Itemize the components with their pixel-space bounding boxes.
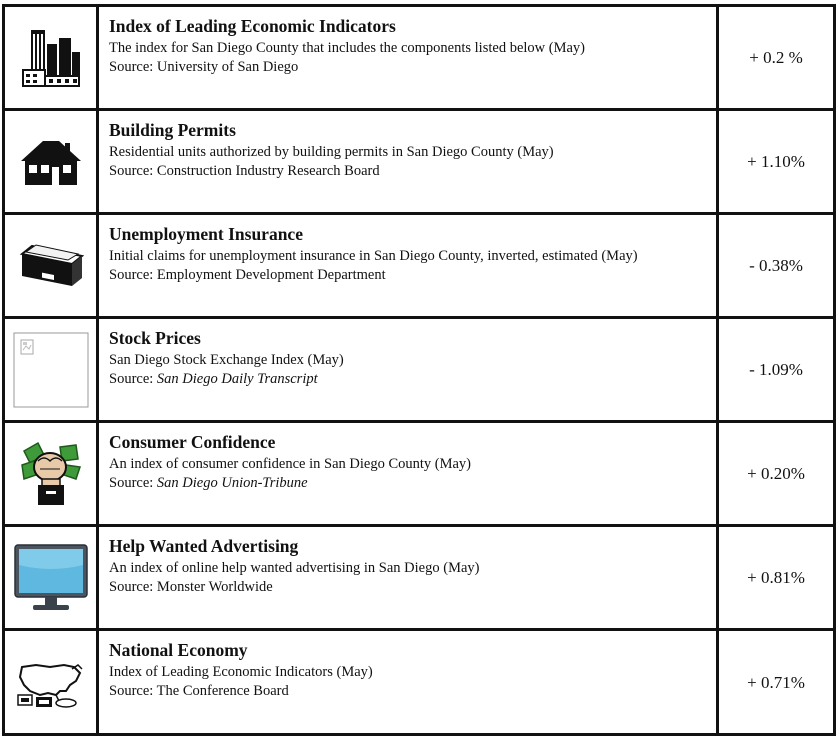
source-prefix: Source: [109, 475, 157, 491]
table-row [5, 111, 833, 215]
indicator-title: Unemployment Insurance [109, 224, 303, 244]
indicator-title: Stock Prices [109, 328, 201, 348]
source-prefix: Source: [109, 683, 157, 699]
indicator-text-cell [99, 319, 719, 420]
indicator-source [109, 682, 708, 701]
indicator-value: + 0.20% [747, 463, 805, 483]
indicator-source [109, 578, 708, 597]
indicator-source [109, 474, 708, 493]
indicator-description: Index of Leading Economic Indicators (May) [109, 664, 373, 680]
icon-cell [5, 423, 99, 524]
broken-image-icon [13, 332, 89, 408]
indicator-description: The index for San Diego County that includes the components listed below (May) [109, 40, 585, 56]
table-row [5, 319, 833, 423]
icon-cell [5, 527, 99, 628]
indicator-text-cell [99, 527, 719, 628]
indicator-title: Help Wanted Advertising [109, 536, 299, 556]
us-map-icon [16, 655, 86, 711]
source-prefix: Source: [109, 163, 157, 179]
house-icon [19, 137, 83, 187]
source-name: Employment Development Department [156, 267, 386, 283]
indicator-value: + 1.10% [747, 151, 805, 171]
indicator-value: - 0.38% [749, 255, 803, 275]
source-prefix: Source: [109, 59, 157, 75]
table-row [5, 631, 833, 735]
fist-money-icon [20, 441, 82, 507]
computer-monitor-icon [13, 543, 89, 613]
indicator-description: San Diego Stock Exchange Index (May) [109, 352, 344, 368]
icon-cell [5, 215, 99, 316]
indicator-value: - 1.09% [749, 359, 803, 379]
icon-cell [5, 7, 99, 108]
indicator-title: Building Permits [109, 120, 236, 140]
source-prefix: Source: [109, 371, 157, 387]
table-row [5, 423, 833, 527]
file-drawer-icon [18, 240, 84, 292]
city-buildings-icon [19, 26, 83, 90]
indicator-description: An index of consumer confidence in San Diego County (May) [109, 456, 472, 472]
indicator-value: + 0.2 % [749, 47, 803, 67]
source-name: Construction Industry Research Board [156, 163, 380, 179]
indicator-value: + 0.71% [747, 673, 805, 692]
indicator-source [109, 370, 708, 389]
indicator-text-cell [99, 215, 719, 316]
icon-cell [5, 111, 99, 212]
indicator-source [109, 58, 708, 77]
source-name: The Conference Board [156, 683, 289, 699]
indicator-text-cell [99, 111, 719, 212]
indicator-title: Index of Leading Economic Indicators [109, 16, 396, 36]
indicator-description: An index of online help wanted advertising in San Diego (May) [109, 560, 480, 576]
source-name: Monster Worldwide [156, 579, 273, 595]
indicator-value: + 0.81% [747, 567, 805, 587]
indicator-source [109, 162, 708, 181]
indicator-text-cell [99, 423, 719, 524]
table-row [5, 215, 833, 319]
indicator-text-cell [99, 7, 719, 108]
indicator-description: Initial claims for unemployment insurance in San Diego County, inverted, estimated (May) [109, 248, 638, 264]
table-row [5, 527, 833, 631]
icon-cell [5, 631, 99, 735]
indicators-table [2, 4, 836, 736]
source-name: University of San Diego [156, 59, 299, 75]
source-name: San Diego Union-Tribune [156, 475, 308, 491]
source-name: San Diego Daily Transcript [156, 371, 318, 387]
indicator-title: Consumer Confidence [109, 432, 276, 452]
table-row [5, 7, 833, 111]
indicator-description: Residential units authorized by building permits in San Diego County (May) [109, 144, 554, 160]
indicator-text-cell [99, 631, 719, 735]
indicator-title: National Economy [109, 640, 248, 660]
source-prefix: Source: [109, 579, 157, 595]
indicator-source [109, 266, 708, 285]
source-prefix: Source: [109, 267, 157, 283]
icon-cell [5, 319, 99, 420]
